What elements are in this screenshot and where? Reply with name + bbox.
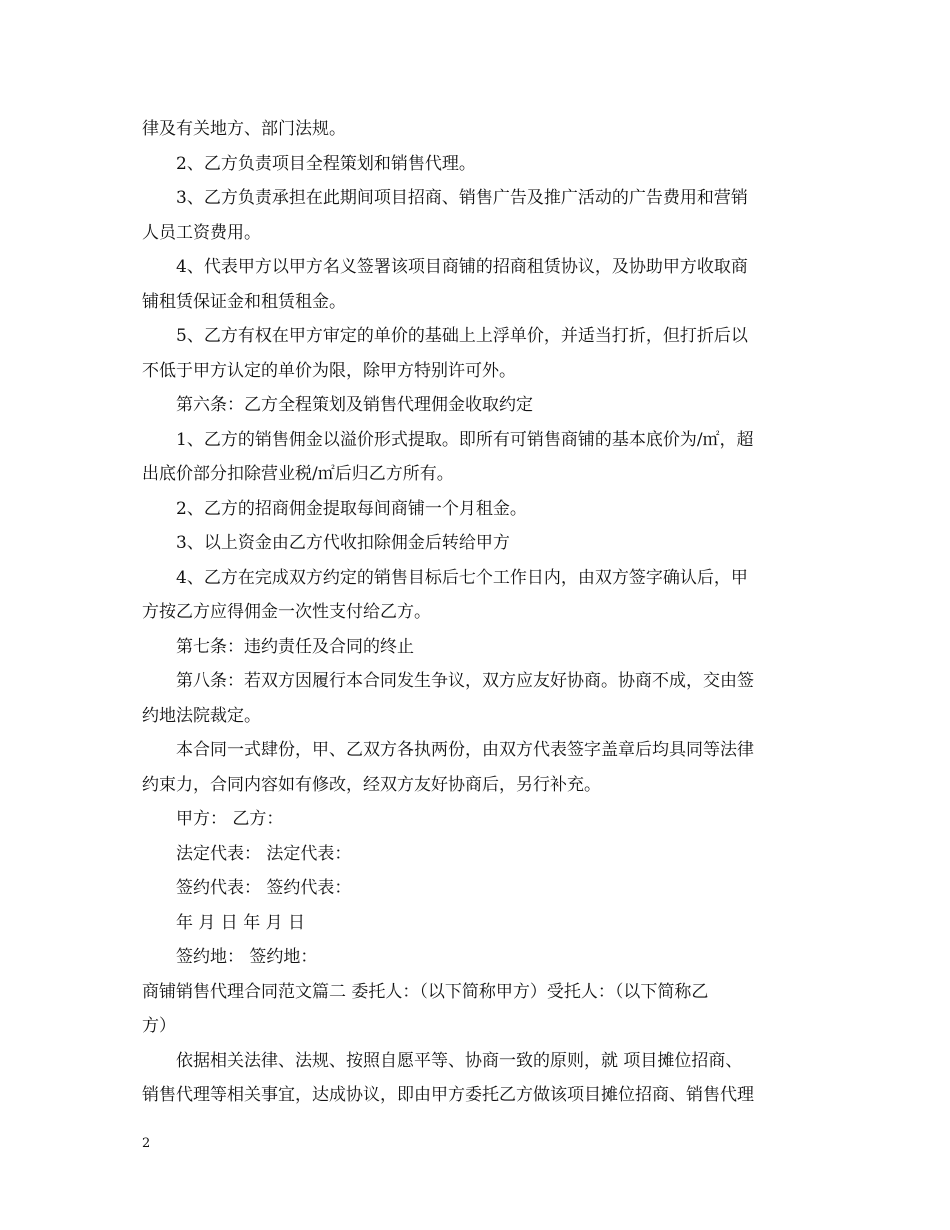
text-line: 4、代表甲方以甲方名义签署该项目商铺的招商租赁协议，及协助甲方收取商 [176, 257, 748, 277]
text-line: 人员工资费用。 [142, 222, 261, 243]
text-line: 出底价部分扣除营业税/㎡后归乙方所有。 [142, 464, 454, 484]
text-line: 甲方： 乙方： [176, 809, 284, 829]
text-line: 铺租赁保证金和租赁租金。 [142, 291, 346, 312]
text-line: 2、乙方负责项目全程策划和销售代理。 [176, 153, 476, 174]
text-line: 本合同一式肆份，甲、乙双方各执两份，由双方代表签字盖章后均具同等法律 [176, 740, 754, 760]
text-line: 方按乙方应得佣金一次性支付给乙方。 [142, 602, 431, 622]
text-line: 依据相关法律、法规、按照自愿平等、协商一致的原则，就 项目摊位招商、 [176, 1050, 743, 1071]
document-body [142, 112, 818, 1113]
text-line: 律及有关地方、部门法规。 [142, 119, 346, 139]
text-line: 5、乙方有权在甲方审定的单价的基础上上浮单价，并适当打折，但打折后以 [176, 326, 748, 346]
text-line: 法定代表： 法定代表： [176, 843, 352, 864]
text-line: 2、乙方的招商佣金提取每间商铺一个月租金。 [176, 498, 527, 519]
text-line: 不低于甲方认定的单价为限，除甲方特别许可外。 [142, 360, 516, 381]
text-line: 签约地： 签约地： [176, 947, 318, 967]
text-line: 第七条：违约责任及合同的终止 [176, 636, 414, 657]
page-number: 2 [142, 1136, 151, 1151]
text-line: 约地法院裁定。 [142, 705, 261, 726]
text-line: 第八条：若双方因履行本合同发生争议，双方应友好协商。协商不成，交由签 [176, 671, 754, 691]
text-line: 销售代理等相关事宜，达成协议，即由甲方委托乙方做该项目摊位招商、销售代理 [142, 1085, 754, 1105]
text-line: 年 月 日 年 月 日 [176, 912, 306, 933]
text-line: 第六条：乙方全程策划及销售代理佣金收取约定 [176, 395, 533, 415]
text-line: 4、乙方在完成双方约定的销售目标后七个工作日内，由双方签字确认后，甲 [176, 567, 748, 588]
text-line: 3、以上资金由乙方代收扣除佣金后转给甲方 [176, 533, 510, 553]
text-line: 3、乙方负责承担在此期间项目招商、销售广告及推广活动的广告费用和营销 [176, 188, 748, 208]
text-line: 1、乙方的销售佣金以溢价形式提取。即所有可销售商铺的基本底价为/㎡，超 [176, 429, 754, 450]
text-line: 签约代表： 签约代表： [176, 878, 352, 898]
text-line: 方） [142, 1016, 176, 1036]
text-line: 约束力，合同内容如有修改，经双方友好协商后，另行补充。 [142, 774, 601, 795]
text-line: 商铺销售代理合同范文篇二 委托人：（以下简称甲方）受托人：（以下简称乙 [142, 981, 709, 1002]
